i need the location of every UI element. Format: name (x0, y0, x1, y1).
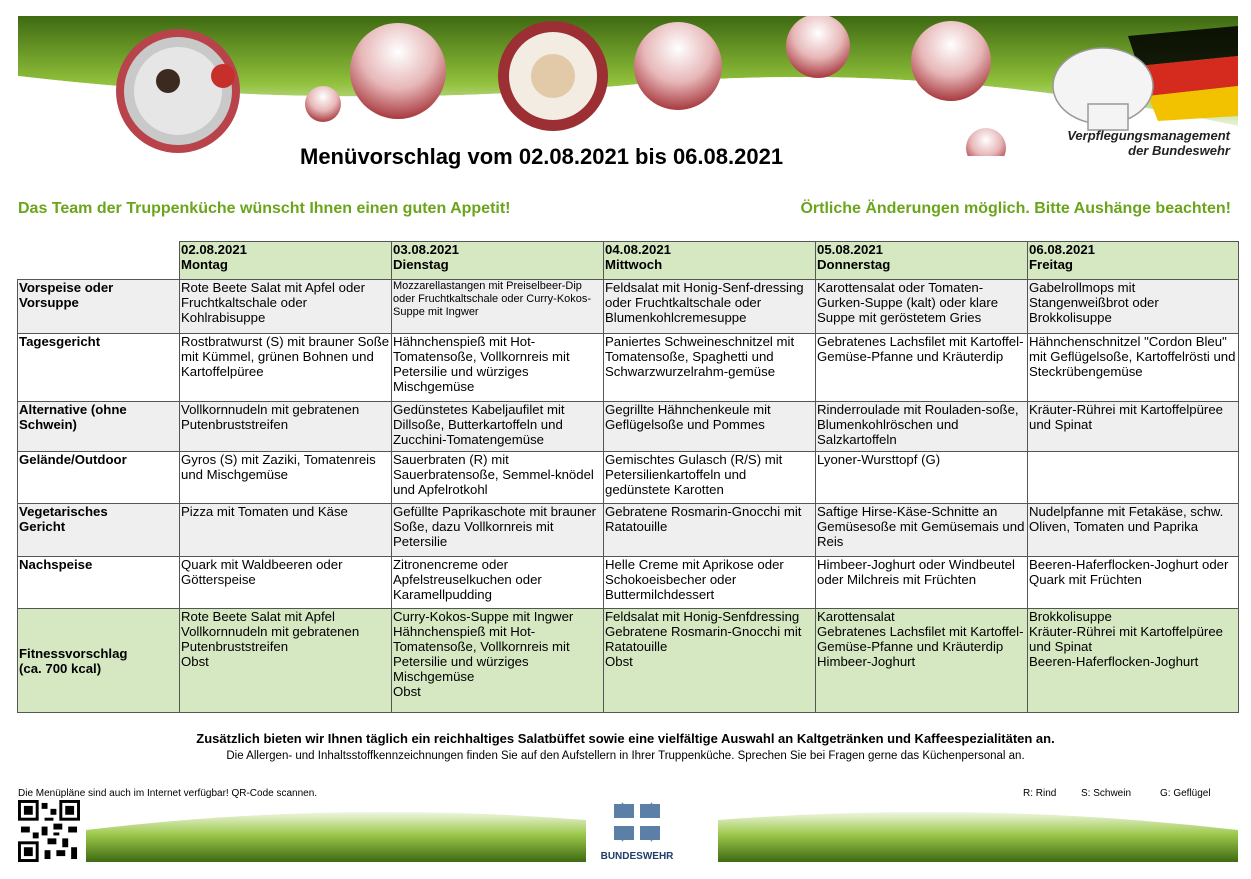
meal-cell: Hähnchenspieß mit Hot-Tomatensoße, Vollkornreis mit Petersilie und würziges Mischgemüse (392, 334, 604, 402)
meal-cell: Gyros (S) mit Zaziki, Tomatenreis und Mischgemüse (180, 452, 392, 504)
meal-cell: Brokkolisuppe Kräuter-Rührei mit Kartoffelpüree und Spinat Beeren-Haferflocken-Joghurt (1028, 609, 1239, 713)
meal-cell: Feldsalat mit Honig-Senf-dressing oder Fruchtkaltschale oder Blumenkohlcremesuppe (604, 280, 816, 334)
footer-banner-left (86, 800, 586, 862)
meal-cell: Gebratene Rosmarin-Gnocchi mit Ratatouille (604, 504, 816, 557)
meal-cell: Gabelrollmops mit Stangenweißbrot oder Brokkolisuppe (1028, 280, 1239, 334)
meal-cell (1028, 452, 1239, 504)
category-cell: Alternative (ohne Schwein) (18, 402, 180, 452)
meal-cell: Karottensalat oder Tomaten-Gurken-Suppe (kalt) oder klare Suppe mit geröstetem Gries (816, 280, 1028, 334)
meal-cell: Vollkornnudeln mit gebratenen Putenbruststreifen (180, 402, 392, 452)
meal-cell: Curry-Kokos-Suppe mit Ingwer Hähnchenspieß mit Hot-Tomatensoße, Vollkornreis mit Petersilie und würziges Mischgemüse Obst (392, 609, 604, 713)
allergen-note: Die Allergen- und Inhaltsstoffkennzeichnungen finden Sie auf den Aufstellern in Ihrer Truppenküche. Sprechen Sie bei Fragen gerne das Küchenpersonal an. (226, 750, 1025, 762)
meal-cell: Lyoner-Wursttopf (G) (816, 452, 1028, 504)
meal-cell: Pizza mit Tomaten und Käse (180, 504, 392, 557)
category-cell: Gelände/Outdoor (18, 452, 180, 504)
decor-ball (911, 21, 991, 101)
meal-cell: Mozzarellastangen mit Preiselbeer-Dip oder Fruchtkaltschale oder Curry-Kokos-Suppe mit Ingwer (392, 280, 604, 334)
table-row (18, 452, 1239, 504)
table-row-fitness (18, 609, 1239, 713)
table-header-row (18, 242, 1239, 280)
day-header: 06.08.2021 Freitag (1028, 242, 1239, 280)
greeting-right: Örtliche Änderungen möglich. Bitte Aushänge beachten! (800, 200, 1231, 217)
legend-g: G: Geflügel (1160, 788, 1211, 799)
qr-code-icon[interactable] (18, 800, 80, 862)
meal-cell: Paniertes Schweineschnitzel mit Tomatensoße, Spaghetti und Schwarzwurzelrahm-gemüse (604, 334, 816, 402)
brand-line-1: Verpflegungsmanagement (1067, 128, 1230, 143)
category-cell: Fitnessvorschlag (ca. 700 kcal) (18, 609, 180, 713)
decor-ball (786, 16, 850, 78)
meal-cell: Feldsalat mit Honig-Senfdressing Gebratene Rosmarin-Gnocchi mit Ratatouille Obst (604, 609, 816, 713)
legend-s: S: Schwein (1081, 788, 1132, 799)
meal-cell: Beeren-Haferflocken-Joghurt oder Quark mit Früchten (1028, 557, 1239, 609)
meal-cell: Kräuter-Rührei mit Kartoffelpüree und Spinat (1028, 402, 1239, 452)
meal-cell: Gefüllte Paprikaschote mit brauner Soße, dazu Vollkornreis mit Petersilie (392, 504, 604, 557)
meal-cell: Gebratenes Lachsfilet mit Kartoffel-Gemüse-Pfanne und Kräuterdip (816, 334, 1028, 402)
table-row (18, 280, 1239, 334)
meal-cell: Rostbratwurst (S) mit brauner Soße mit Kümmel, grünen Bohnen und Kartoffelpüree (180, 334, 392, 402)
brand-line-2: der Bundeswehr (1128, 143, 1230, 158)
category-cell: Nachspeise (18, 557, 180, 609)
category-cell: Tagesgericht (18, 334, 180, 402)
page-title: Menüvorschlag vom 02.08.2021 bis 06.08.2021 (300, 144, 784, 169)
meal-cell: Nudelpfanne mit Fetakäse, schw. Oliven, Tomaten und Paprika (1028, 504, 1239, 557)
category-cell: Vorspeise oder Vorsuppe (18, 280, 180, 334)
legend-r: R: Rind (1023, 788, 1057, 799)
day-header: 04.08.2021 Mittwoch (604, 242, 816, 280)
bundeswehr-label: BUNDESWEHR (600, 851, 674, 862)
table-row (18, 557, 1239, 609)
footer-banner-right (718, 800, 1238, 862)
day-header: 02.08.2021 Montag (180, 242, 392, 280)
meal-cell: Hähnchenschnitzel "Cordon Bleu" mit Geflügelsoße, Kartoffelrösti und Steckrübengemüse (1028, 334, 1239, 402)
meal-cell: Gemischtes Gulasch (R/S) mit Petersilienkartoffeln und gedünstete Karotten (604, 452, 816, 504)
table-row (18, 334, 1239, 402)
meal-cell: Rote Beete Salat mit Apfel oder Fruchtkaltschale oder Kohlrabisuppe (180, 280, 392, 334)
meal-cell: Sauerbraten (R) mit Sauerbratensoße, Semmel-knödel und Apfelrotkohl (392, 452, 604, 504)
table-row (18, 402, 1239, 452)
meal-cell: Himbeer-Joghurt oder Windbeutel oder Milchreis mit Früchten (816, 557, 1028, 609)
iron-cross-icon (592, 798, 682, 846)
day-header: 03.08.2021 Dienstag (392, 242, 604, 280)
decor-ball (305, 86, 341, 122)
meal-cell: Rote Beete Salat mit Apfel Vollkornnudeln mit gebratenen Putenbruststreifen Obst (180, 609, 392, 713)
greeting-left: Das Team der Truppenküche wünscht Ihnen einen guten Appetit! (18, 200, 511, 217)
salad-note: Zusätzlich bieten wir Ihnen täglich ein reichhaltiges Salatbüffet sowie eine vielfältige Auswahl an Kaltgetränken und Kaffeespezialitäten an. (196, 731, 1055, 746)
decor-ball (350, 23, 446, 119)
meal-cell: Karottensalat Gebratenes Lachsfilet mit Kartoffel-Gemüse-Pfanne und Kräuterdip Himbeer-Joghurt (816, 609, 1028, 713)
category-cell: Vegetarisches Gericht (18, 504, 180, 557)
brand-text (1000, 128, 1230, 158)
bundeswehr-logo (592, 798, 682, 862)
day-header: 05.08.2021 Donnerstag (816, 242, 1028, 280)
meal-cell: Gegrillte Hähnchenkeule mit Geflügelsoße und Pommes (604, 402, 816, 452)
header-blank-cell (18, 242, 180, 280)
meal-cell: Gedünstetes Kabeljaufilet mit Dillsoße, Butterkartoffeln und Zucchini-Tomatengemüse (392, 402, 604, 452)
decor-ball (634, 22, 722, 110)
table-row (18, 504, 1239, 557)
meal-cell: Helle Creme mit Aprikose oder Schokoeisbecher oder Buttermilchdessert (604, 557, 816, 609)
meal-cell: Rinderroulade mit Rouladen-soße, Blumenkohlröschen und Salzkartoffeln (816, 402, 1028, 452)
meal-cell: Zitronencreme oder Apfelstreuselkuchen oder Karamellpudding (392, 557, 604, 609)
menu-table (17, 241, 1239, 713)
meal-cell: Saftige Hirse-Käse-Schnitte an Gemüsesoße mit Gemüsemais und Reis (816, 504, 1028, 557)
meal-cell: Quark mit Waldbeeren oder Götterspeise (180, 557, 392, 609)
qr-note: Die Menüpläne sind auch im Internet verfügbar! QR-Code scannen. (18, 788, 318, 799)
